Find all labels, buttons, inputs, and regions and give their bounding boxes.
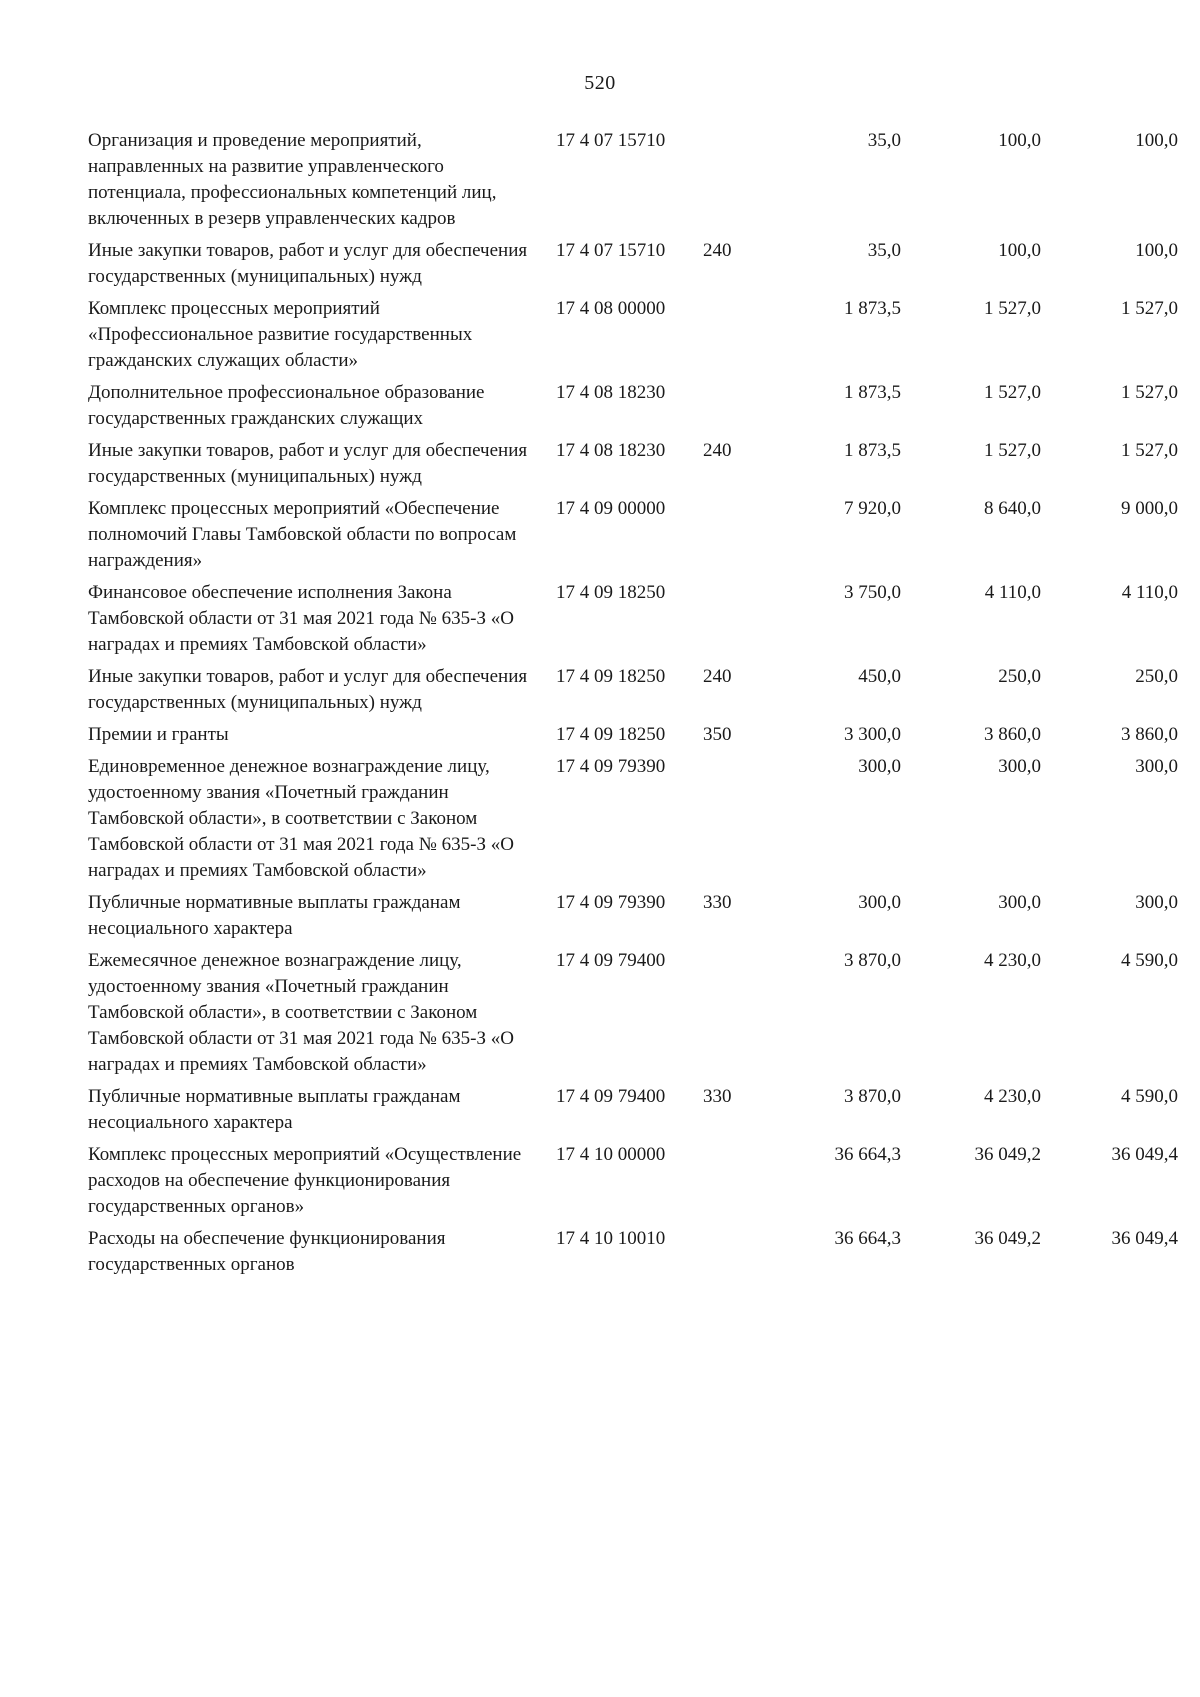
amount-year-1: 3 870,0 (844, 1086, 901, 1107)
amount-year-1: 300,0 (858, 756, 901, 777)
table-row (88, 664, 1178, 716)
table-row (88, 1084, 1178, 1136)
expense-name: Публичные нормативные выплаты гражданам несоциального характера (88, 1086, 461, 1133)
target-article-code: 17 4 08 18230 (556, 382, 666, 403)
table-row (88, 890, 1178, 942)
amount-year-2: 250,0 (998, 666, 1041, 687)
target-article-code: 17 4 10 00000 (556, 1144, 666, 1165)
amount-year-2: 36 049,2 (974, 1144, 1041, 1165)
amount-year-1: 3 300,0 (844, 724, 901, 745)
amount-year-1: 1 873,5 (844, 298, 901, 319)
target-article-code: 17 4 09 79400 (556, 950, 666, 971)
table-row (88, 238, 1178, 290)
expense-name: Комплекс процессных мероприятий «Профессиональное развитие государственных гражданских служащих области» (88, 298, 473, 371)
amount-year-1: 36 664,3 (834, 1228, 901, 1249)
amount-year-2: 3 860,0 (984, 724, 1041, 745)
target-article-code: 17 4 09 18250 (556, 582, 666, 603)
target-article-code: 17 4 09 79390 (556, 892, 666, 913)
table-row (88, 1226, 1178, 1278)
expense-type-code: 330 (703, 1086, 732, 1107)
table-row (88, 296, 1178, 374)
amount-year-1: 1 873,5 (844, 382, 901, 403)
expense-name: Комплекс процессных мероприятий «Обеспечение полномочий Главы Тамбовской области по вопросам награждения» (88, 498, 517, 571)
amount-year-2: 1 527,0 (984, 298, 1041, 319)
target-article-code: 17 4 09 79400 (556, 1086, 666, 1107)
amount-year-3: 4 110,0 (1121, 582, 1178, 603)
amount-year-3: 1 527,0 (1121, 382, 1178, 403)
table-row (88, 722, 1178, 748)
amount-year-3: 100,0 (1135, 240, 1178, 261)
target-article-code: 17 4 09 18250 (556, 666, 666, 687)
amount-year-2: 1 527,0 (984, 440, 1041, 461)
amount-year-2: 300,0 (998, 756, 1041, 777)
amount-year-2: 1 527,0 (984, 382, 1041, 403)
amount-year-3: 1 527,0 (1121, 440, 1178, 461)
amount-year-3: 4 590,0 (1121, 950, 1178, 971)
page-number: 520 (584, 72, 616, 94)
expense-name: Премии и гранты (88, 724, 229, 745)
amount-year-3: 36 049,4 (1111, 1228, 1178, 1249)
table-row (88, 438, 1178, 490)
amount-year-3: 1 527,0 (1121, 298, 1178, 319)
amount-year-3: 100,0 (1135, 130, 1178, 151)
table-row (88, 496, 1178, 574)
amount-year-3: 3 860,0 (1121, 724, 1178, 745)
expense-type-code: 240 (703, 666, 732, 687)
amount-year-2: 8 640,0 (984, 498, 1041, 519)
expense-name: Публичные нормативные выплаты гражданам несоциального характера (88, 892, 461, 939)
expense-name: Ежемесячное денежное вознаграждение лицу, удостоенному звания «Почетный гражданин Тамбовской области», в соответствии с Законом Тамбовской области от 31 мая 2021 года № 635-З «О наградах и премиях Тамбовской области» (88, 950, 514, 1075)
amount-year-2: 4 110,0 (984, 582, 1041, 603)
amount-year-3: 300,0 (1135, 892, 1178, 913)
target-article-code: 17 4 07 15710 (556, 240, 666, 261)
table-row (88, 380, 1178, 432)
target-article-code: 17 4 07 15710 (556, 130, 666, 151)
amount-year-3: 36 049,4 (1111, 1144, 1178, 1165)
amount-year-2: 100,0 (998, 240, 1041, 261)
amount-year-1: 3 870,0 (844, 950, 901, 971)
amount-year-1: 35,0 (867, 240, 901, 261)
amount-year-1: 36 664,3 (834, 1144, 901, 1165)
table-row (88, 948, 1178, 1078)
expense-type-code: 240 (703, 440, 732, 461)
amount-year-2: 100,0 (998, 130, 1041, 151)
amount-year-2: 4 230,0 (984, 950, 1041, 971)
amount-year-2: 36 049,2 (974, 1228, 1041, 1249)
amount-year-3: 9 000,0 (1121, 498, 1178, 519)
target-article-code: 17 4 10 10010 (556, 1228, 666, 1249)
amount-year-1: 3 750,0 (844, 582, 901, 603)
expense-name: Иные закупки товаров, работ и услуг для обеспечения государственных (муниципальных) нужд (88, 666, 528, 713)
expense-name: Иные закупки товаров, работ и услуг для обеспечения государственных (муниципальных) нужд (88, 240, 528, 287)
expense-type-code: 330 (703, 892, 732, 913)
amount-year-3: 250,0 (1135, 666, 1178, 687)
amount-year-3: 300,0 (1135, 756, 1178, 777)
expense-name: Иные закупки товаров, работ и услуг для обеспечения государственных (муниципальных) нужд (88, 440, 528, 487)
table-row (88, 580, 1178, 658)
amount-year-1: 7 920,0 (844, 498, 901, 519)
table-row (88, 754, 1178, 884)
table-row (88, 1142, 1178, 1220)
expense-name: Комплекс процессных мероприятий «Осуществление расходов на обеспечение функционирования государственных органов» (88, 1144, 522, 1217)
expense-name: Организация и проведение мероприятий, направленных на развитие управленческого потенциала, профессиональных компетенций лиц, включенных в резерв управленческих кадров (88, 130, 497, 229)
amount-year-1: 1 873,5 (844, 440, 901, 461)
table-row (88, 128, 1178, 232)
expense-name: Дополнительное профессиональное образование государственных гражданских служащих (88, 382, 485, 429)
amount-year-1: 300,0 (858, 892, 901, 913)
target-article-code: 17 4 08 00000 (556, 298, 666, 319)
expense-type-code: 350 (703, 724, 732, 745)
target-article-code: 17 4 09 18250 (556, 724, 666, 745)
target-article-code: 17 4 09 79390 (556, 756, 666, 777)
target-article-code: 17 4 09 00000 (556, 498, 666, 519)
expense-name: Единовременное денежное вознаграждение лицу, удостоенному звания «Почетный гражданин Тамбовской области», в соответствии с Законом Тамбовской области от 31 мая 2021 года № 635-З «О наградах и премиях Тамбовской области» (88, 756, 514, 881)
expense-type-code: 240 (703, 240, 732, 261)
target-article-code: 17 4 08 18230 (556, 440, 666, 461)
amount-year-2: 4 230,0 (984, 1086, 1041, 1107)
amount-year-1: 35,0 (867, 130, 901, 151)
expense-name: Финансовое обеспечение исполнения Закона Тамбовской области от 31 мая 2021 года № 635-З «О наградах и премиях Тамбовской области» (88, 582, 514, 655)
amount-year-3: 4 590,0 (1121, 1086, 1178, 1107)
amount-year-1: 450,0 (858, 666, 901, 687)
budget-table (88, 128, 1178, 1284)
amount-year-2: 300,0 (998, 892, 1041, 913)
expense-name: Расходы на обеспечение функционирования государственных органов (88, 1228, 446, 1275)
